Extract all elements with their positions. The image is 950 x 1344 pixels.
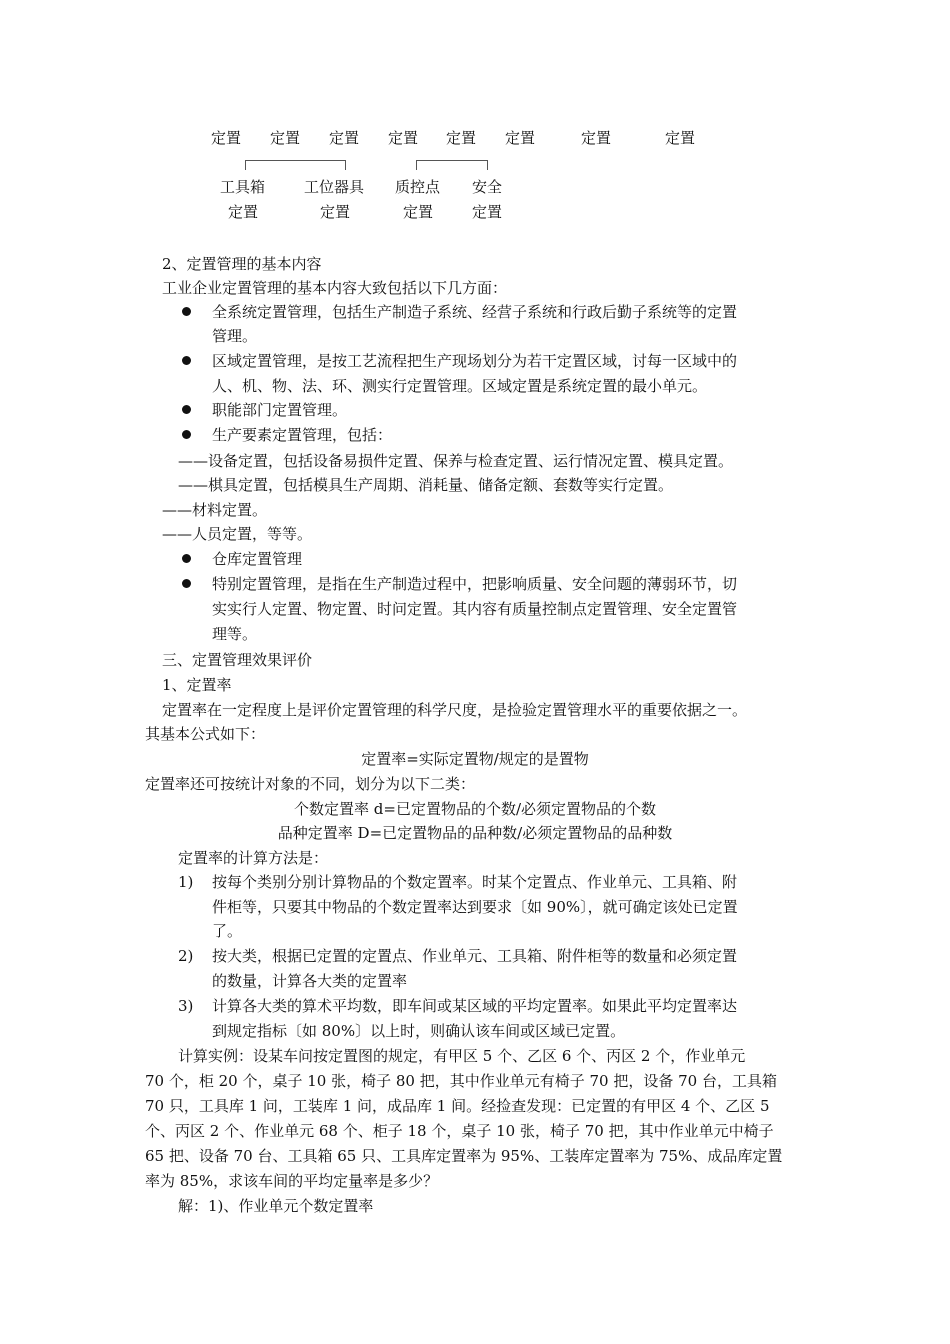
bullet-icon — [182, 430, 191, 439]
step-text: 的数量，计算各大类的定置率 — [212, 972, 408, 990]
step-text: 按每个类别分别计算物品的个数定置率。时某个定置点、作业单元、工具箱、附 — [212, 873, 738, 891]
example-text: 计算实例：设某车问按定置图的规定，有甲区 5 个、乙区 6 个、丙区 2 个，作业单元 — [178, 1047, 746, 1065]
diagram-node: 定置 — [211, 129, 242, 147]
diagram-subnode: 定置 — [472, 203, 503, 221]
diagram-node: 定置 — [446, 129, 477, 147]
diagram-node: 定置 — [505, 129, 536, 147]
dash-item: ——材料定置。 — [162, 501, 268, 519]
step-number: 2) — [178, 947, 194, 965]
step-text: 到规定指标〔如 80%〕以上时，则确认该车间或区域已定置。 — [212, 1022, 626, 1040]
example-text: 率为 85%，求该车间的平均定量率是多少？ — [145, 1172, 439, 1190]
diagram-connector — [245, 160, 346, 161]
section-heading: 三、定置管理效果评价 — [162, 651, 313, 669]
paragraph: 定置率在一定程度上是评价定置管理的科学尺度，是捡验定置管理水平的重要依据之一。 — [162, 701, 748, 719]
diagram-node: 定置 — [329, 129, 360, 147]
example-text: 65 把、设备 70 台、工具箱 65 只、工具库定置率为 95%、工装库定置率为 75%、成品库定置 — [145, 1147, 783, 1165]
formula: 品种定置率 D=已定置物品的品种数/必须定置物品的品种数 — [277, 824, 673, 842]
list-item: 仓库定置管理 — [212, 550, 303, 568]
formula: 定置率=实际定置物/规定的是置物 — [361, 750, 589, 768]
step-text: 了。 — [212, 922, 243, 940]
bullet-icon — [182, 307, 191, 316]
paragraph: 其基本公式如下： — [145, 725, 266, 743]
section-heading: 2、定置管理的基本内容 — [162, 255, 322, 273]
diagram-connector — [245, 160, 246, 170]
step-text: 件柜等，只要其中物品的个数定置率达到要求〔如 90%〕，就可确定该处已定置 — [212, 898, 738, 916]
step-text: 按大类，根据已定置的定置点、作业单元、工具箱、附件柜等的数量和必须定置 — [212, 947, 738, 965]
dash-item: ——设备定置，包括设备易损件定置、保养与检查定置、运行情况定置、模具定置。 — [178, 452, 734, 470]
list-item: 全系统定置管理，包括生产制造子系统、经营子系统和行政后勤子系统等的定置 — [212, 303, 738, 321]
solution-text: 解：1)、作业单元个数定置率 — [178, 1197, 374, 1215]
step-number: 1) — [178, 873, 194, 891]
diagram-subnode: 安全 — [472, 178, 503, 196]
diagram-connector — [487, 160, 488, 170]
bullet-icon — [182, 554, 191, 563]
dash-item: ——人员定置，等等。 — [162, 525, 313, 543]
dash-item: ——棋具定置，包括模具生产周期、消耗量、储备定额、套数等实行定置。 — [178, 476, 674, 494]
diagram-subnode: 工具箱 — [220, 178, 266, 196]
diagram-subnode: 工位器具 — [304, 178, 365, 196]
diagram-connector — [345, 160, 346, 170]
list-item: 人、机、物、法、环、测实行定置管理。区域定置是系统定置的最小单元。 — [212, 377, 708, 395]
example-text: 70 个，柜 20 个，桌子 10 张，椅子 80 把，其中作业单元有椅子 70 把，设备 70 台，工具箱 — [145, 1072, 777, 1090]
bullet-icon — [182, 356, 191, 365]
list-item: 区域定置管理，是按工艺流程把生产现场划分为若干定置区域，讨每一区域中的 — [212, 352, 738, 370]
diagram-subnode: 质控点 — [395, 178, 441, 196]
diagram-connector — [416, 160, 488, 161]
step-number: 3) — [178, 997, 194, 1015]
subsection-heading: 1、定置率 — [162, 676, 232, 694]
diagram-subnode: 定置 — [320, 203, 351, 221]
paragraph: 工业企业定置管理的基本内容大致包括以下几方面： — [162, 279, 508, 297]
list-item: 生产要素定置管理，包括： — [212, 426, 393, 444]
diagram-subnode: 定置 — [403, 203, 434, 221]
diagram-connector — [416, 160, 417, 170]
step-text: 计算各大类的算术平均数，即车间或某区域的平均定置率。如果此平均定置率达 — [212, 997, 738, 1015]
list-item: 理等。 — [212, 625, 258, 643]
formula: 个数定置率 d=已定置物品的个数/必须定置物品的个数 — [294, 800, 656, 818]
example-text: 70 只，工具库 1 问，工装库 1 问，成品库 1 间。经捡查发现：已定置的有甲区 4 个、乙区 5 — [145, 1097, 770, 1115]
list-item: 职能部门定置管理。 — [212, 401, 348, 419]
diagram-subnode: 定置 — [228, 203, 259, 221]
diagram-node: 定置 — [388, 129, 419, 147]
diagram-node: 定置 — [665, 129, 696, 147]
paragraph: 定置率还可按统计对象的不同，划分为以下二类： — [145, 775, 476, 793]
diagram-node: 定置 — [270, 129, 301, 147]
list-item: 实实行人定置、物定置、时问定置。其内容有质量控制点定置管理、安全定置管 — [212, 600, 738, 618]
diagram-node: 定置 — [581, 129, 612, 147]
paragraph: 定置率的计算方法是： — [178, 849, 329, 867]
example-text: 个、丙区 2 个、作业单元 68 个、柜子 18 个，桌子 10 张，椅子 70 把，其中作业单元中椅子 — [145, 1122, 774, 1140]
bullet-icon — [182, 579, 191, 588]
list-item: 特别定置管理，是指在生产制造过程中，把影响质量、安全问题的薄弱环节，切 — [212, 575, 738, 593]
list-item: 管理。 — [212, 327, 258, 345]
bullet-icon — [182, 405, 191, 414]
